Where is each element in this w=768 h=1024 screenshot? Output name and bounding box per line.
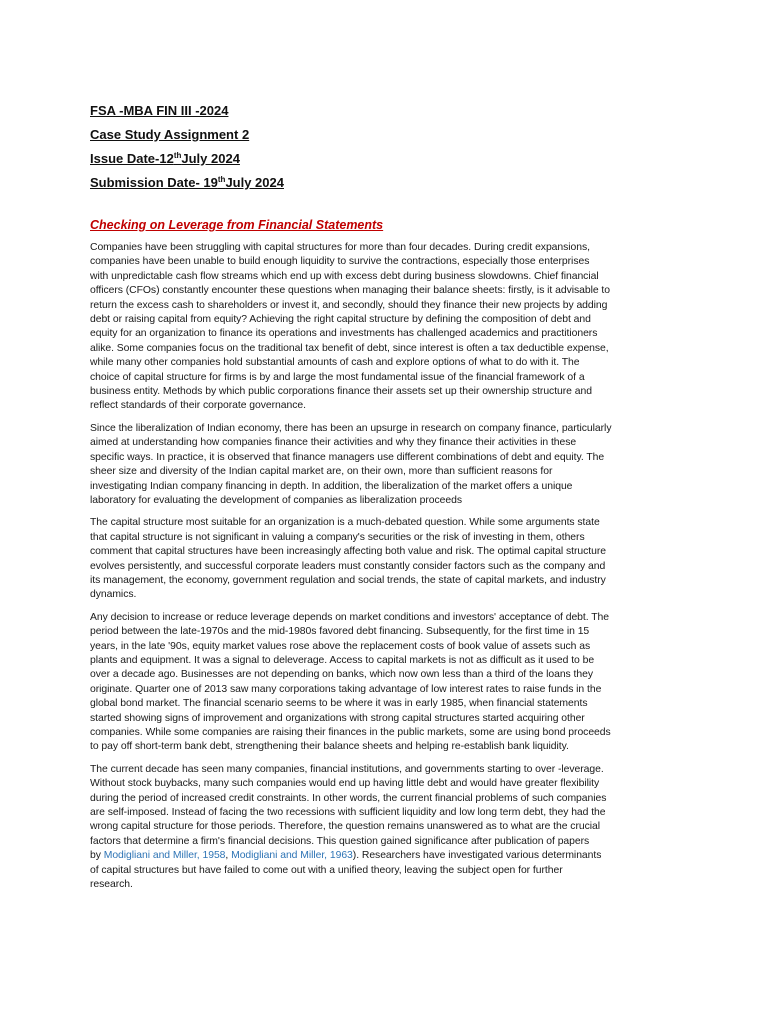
paragraph-line: with unpredictable cash flow streams which end up with excess debt during business slowdowns. Chief financial: [90, 270, 599, 282]
paragraph-line: to pay off short-term bank debt, strengthening their balance sheets and helping re-establish bank liquidity.: [90, 741, 569, 753]
submission-date-month-year: July 2024: [225, 175, 284, 190]
paragraph: [90, 516, 680, 602]
citation-link-1958[interactable]: Modigliani and Miller, 1958: [103, 850, 226, 862]
paragraph-line: laboratory for evaluating the development of companies as liberalization proceeds: [90, 494, 462, 506]
paragraph-line: factors that determine a firm's financial decisions. This question gained significance after publication of papers: [90, 835, 590, 847]
paragraph-line: plants and equipment. It was a signal to deleverage. Access to capital markets is not as difficult as it used to be: [90, 654, 595, 666]
paragraph-line: its management, the economy, government regulation and social trends, the state of capital markets, and industry: [90, 574, 606, 586]
paragraph-line: while many other companies hold substantial amounts of cash and explore options of what to do with it. The: [90, 357, 580, 369]
paragraph-line: Since the liberalization of Indian economy, there has been an upsurge in research on company finance, particularly: [90, 422, 612, 434]
paragraph-line: officers (CFOs) constantly encounter these questions when managing their balance sheets: firstly, is it advisable to: [90, 285, 610, 297]
paragraph-line: Companies have been struggling with capital structures for more than four decades. During credit expansions,: [90, 242, 590, 253]
issue-date-heading: [90, 150, 680, 167]
paragraph: [90, 422, 680, 508]
paragraph-line: years, in the late '90s, equity market values rose above the replacement costs of book value of assets such as: [90, 640, 591, 652]
paragraph-line: evolves persistently, and successful corporate leaders must constantly consider factors such as the company and: [90, 560, 606, 572]
paragraph-line: The current decade has seen many companies, financial institutions, and governments starting to over -leverage.: [90, 763, 604, 775]
paragraph-line: specific ways. In practice, it is observed that finance managers use different combinations of debt and equity. The: [90, 451, 605, 463]
paragraph-line: global bond market. The financial scenario seems to be where it was in early 1985, when financial statements: [90, 698, 588, 710]
paragraph-line: of capital structures but have failed to come out with a unified theory, leaving the subject open for further: [90, 864, 563, 876]
paragraph-line: comment that capital structures have been increasingly affecting both value and risk. The optimal capital structure: [90, 546, 606, 558]
paragraph-line: are self-imposed. Instead of facing the two recessions with sufficient liquidity and low long term debt, they had the: [90, 807, 606, 819]
paragraph-line-citation: [90, 849, 680, 863]
paragraph-line: reflect standards of their corporate governance.: [90, 400, 306, 412]
paragraph-line: alike. Some companies focus on the traditional tax benefit of debt, since interest is often a tax deductible expense,: [90, 342, 609, 354]
citation-link-1963[interactable]: Modigliani and Miller, 1963: [231, 850, 353, 862]
paragraph-line: wrong capital structure for those periods. Therefore, the question remains unanswered as to what are the crucial: [90, 821, 600, 833]
paragraph-line: The capital structure most suitable for an organization is a much-debated question. While some arguments state: [90, 517, 600, 529]
assignment-heading: Case Study Assignment 2: [90, 127, 250, 142]
paragraph-line: that capital structure is not significant in valuing a company's securities or the risk of investing in them, others: [90, 531, 585, 543]
paragraph-line: research.: [90, 879, 133, 891]
paragraph-line: debt or raising capital from equity? Achieving the right capital structure by defining the composition of debt and: [90, 314, 591, 326]
paragraph-line: sheer size and diversity of the Indian capital market are, on their own, more than sufficient reasons for: [90, 466, 553, 478]
paragraph-line: during the period of increased credit constraints. In other words, the current financial problems of such companies: [90, 792, 607, 804]
issue-date-prefix: Issue Date-12: [90, 151, 174, 166]
paragraph-line: started showing signs of improvement and organizations with strong capital structures started acquiring other: [90, 712, 585, 724]
issue-date-suffix-ordinal: th: [173, 151, 182, 160]
body-paragraphs: [90, 241, 680, 755]
paragraph-line: dynamics.: [90, 589, 137, 601]
paragraph-line: over a decade ago. Businesses are not depending on banks, which now own less than a third of the loans they: [90, 669, 593, 681]
paragraph-line: aimed at understanding how companies finance their activities and why they finance their activities in these: [90, 437, 577, 449]
paragraph-line: investigating Indian company financing in depth. In addition, the liberalization of the market offers a unique: [90, 480, 573, 492]
paragraph-line: Without stock buybacks, many such companies would end up having little debt and would have greater flexibility: [90, 778, 600, 790]
issue-date-month-year: July 2024: [181, 151, 240, 166]
paragraph-final: [90, 763, 680, 893]
paragraph-line: business entity. Methods by which public corporations finance their assets set up their ownership structure and: [90, 386, 592, 398]
submission-date-suffix-ordinal: th: [217, 175, 226, 184]
paragraph-line: originate. Quarter one of 2013 saw many corporations taking advantage of low interest rates to raise funds in the: [90, 683, 602, 695]
paragraph-line: return the excess cash to shareholders or invest it, and secondly, should they finance their new projects by adding: [90, 299, 608, 311]
paragraph-line: equity for an organization to finance its operations and investments has challenged academics and practitioners: [90, 328, 598, 340]
paragraph-line: choice of capital structure for firms is by and large the most fundamental issue of the financial framework of a: [90, 371, 585, 383]
submission-date-prefix: Submission Date- 19: [90, 175, 218, 190]
section-title: Checking on Leverage from Financial Statements: [90, 218, 384, 232]
citation-prefix: by: [90, 850, 104, 862]
paragraph-line: period between the late-1970s and the mid-1980s favored debt financing. Subsequently, for the first time in 15: [90, 626, 590, 638]
submission-date-heading: [90, 174, 680, 191]
citation-separator: ,: [225, 850, 232, 862]
paragraph-line: companies have been unable to build enough liquidity to survive the contractions, especially those enterprises: [90, 256, 590, 268]
paragraph: [90, 611, 680, 755]
citation-suffix: ). Researchers have investigated various determinants: [352, 850, 602, 862]
document-page: [90, 102, 680, 900]
paragraph-line: Any decision to increase or reduce leverage depends on market conditions and investors' acceptance of debt. The: [90, 611, 609, 623]
course-heading: FSA -MBA FIN III -2024: [90, 103, 229, 118]
paragraph-line: companies. While some companies are raising their finances in the public markets, some are using bond proceeds: [90, 727, 611, 738]
paragraph: [90, 241, 680, 414]
